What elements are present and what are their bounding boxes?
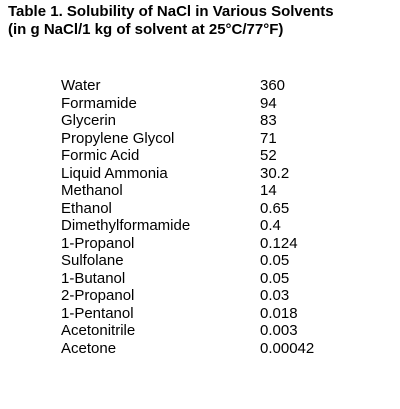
solubility-value: 0.4 <box>260 217 281 234</box>
solubility-table <box>61 77 361 357</box>
table-row <box>61 252 361 270</box>
solvent-name: Methanol <box>61 182 123 199</box>
solvent-name: Acetone <box>61 339 117 357</box>
solubility-value: 30.2 <box>260 164 290 182</box>
solubility-value: 0.00042 <box>260 339 315 357</box>
table-row <box>61 77 361 95</box>
solvent-name: Ethanol <box>61 199 112 217</box>
table-row <box>61 340 361 358</box>
solvent-name: Formic Acid <box>61 147 140 164</box>
solvent-name: Water <box>61 77 101 94</box>
solvent-name: Acetonitrile <box>61 322 136 339</box>
solubility-value: 0.003 <box>260 322 298 339</box>
table-title-line-1: Table 1. Solubility of NaCl in Various Solvents <box>8 3 334 20</box>
table-row <box>61 287 361 305</box>
table-row <box>61 130 361 148</box>
solubility-value: 360 <box>260 77 286 94</box>
solvent-name: Glycerin <box>61 112 117 129</box>
solvent-name: 1-Pentanol <box>61 304 134 322</box>
solubility-value: 71 <box>260 129 277 147</box>
solvent-name: Propylene Glycol <box>61 129 175 147</box>
solubility-value: 0.03 <box>260 287 290 304</box>
table-title-line-2: (in g NaCl/1 kg of solvent at 25°C/77°F) <box>8 21 284 38</box>
solvent-name: Sulfolane <box>61 252 124 269</box>
table-row <box>61 182 361 200</box>
solvent-name: Liquid Ammonia <box>61 164 168 182</box>
solubility-value: 0.018 <box>260 304 298 322</box>
solubility-value: 0.05 <box>260 252 290 269</box>
solubility-value: 14 <box>260 182 277 199</box>
solvent-name: 1-Propanol <box>61 234 135 252</box>
solvent-name: 1-Butanol <box>61 269 126 287</box>
solubility-value: 0.05 <box>260 269 290 287</box>
solvent-name: 2-Propanol <box>61 287 135 304</box>
table-row <box>61 147 361 165</box>
solubility-value: 0.65 <box>260 199 290 217</box>
table-row <box>61 305 361 323</box>
table-row <box>61 95 361 113</box>
solvent-name: Formamide <box>61 94 137 112</box>
solubility-value: 94 <box>260 94 277 112</box>
table-row <box>61 217 361 235</box>
table-row <box>61 200 361 218</box>
solubility-value: 83 <box>260 112 277 129</box>
table-row <box>61 322 361 340</box>
solubility-value: 0.124 <box>260 234 298 252</box>
table-row <box>61 235 361 253</box>
table-row <box>61 270 361 288</box>
solubility-value: 52 <box>260 147 277 164</box>
table-row <box>61 112 361 130</box>
table-row <box>61 165 361 183</box>
solvent-name: Dimethylformamide <box>61 217 191 234</box>
table-title <box>8 3 398 39</box>
